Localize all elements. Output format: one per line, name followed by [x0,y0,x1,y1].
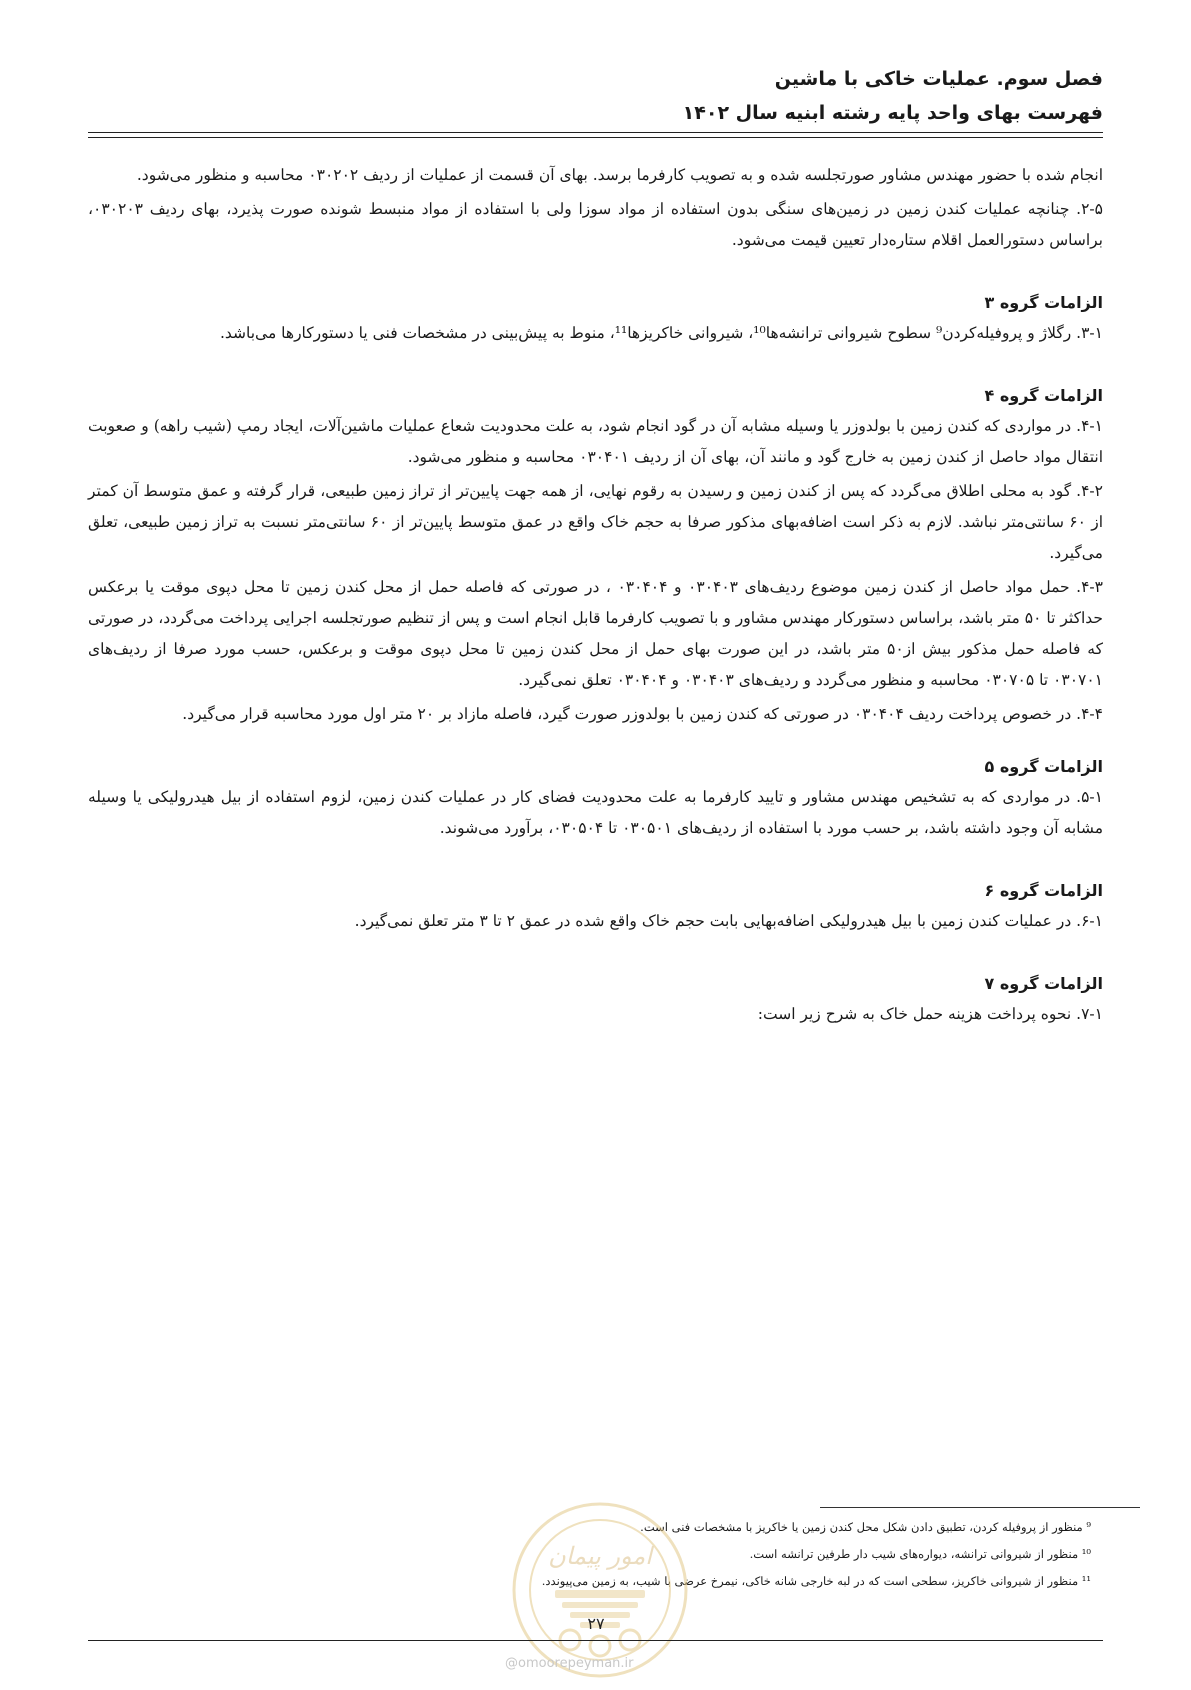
paragraph-6-1: ۶-۱. در عملیات کندن زمین با بیل هیدرولیکی اضافه‌بهایی بابت حجم خاک واقع شده در عمق ۲ تا ۳ متر تعلق نمی‌گیرد. [354,912,1103,930]
header-rule-thin [88,137,1103,138]
svg-text:امور پیمان: امور پیمان [548,1542,652,1570]
footnote-separator [820,1507,1140,1508]
document-title: فهرست بهای واحد پایه رشته ابنیه سال ۱۴۰۲ [682,102,1103,124]
paragraph-4-2: ۴-۲. گود به محلی اطلاق می‌گردد که پس از کندن زمین و رسیدن به رقوم نهایی، از همه جهت پایین‌تر از تراز زمین طبیعی، قرار گرفته و عمق متوسط آن کمتر از ۶۰ سانتی‌متر نباشد. لازم به ذکر است اضافه‌بهای مذکور صرفا به حجم خاک واقع در عمق متوسط پایین‌تر از ۶۰ سانتی‌متر نسبت به تراز زمین طبیعی، تعلق می‌گیرد. [88,482,1104,562]
paragraph-5-1: ۵-۱. در مواردی که به تشخیص مهندس مشاور و تایید کارفرما به علت محدودیت فضای کار در عملیات کندن زمین، لزوم استفاده از بیل هیدرولیکی یا وسیله مشابه آن وجود داشته باشد، بر حسب مورد با استفاده از ردیف‌های ۰۳۰۵۰۱ تا ۰۳۰۵۰۴، برآورد می‌شوند. [88,788,1103,837]
footnote-9: ⁹ منظور از پروفیله کردن، تطبیق دادن شکل محل کندن زمین یا خاکریز با مشخصات فنی است. [640,1520,1091,1534]
group-5-heading: الزامات گروه ۵ [984,757,1103,776]
paragraph-4-3: ۴-۳. حمل مواد حاصل از کندن زمین موضوع ردیف‌های ۰۳۰۴۰۳ و ۰۳۰۴۰۴ ، در صورتی که فاصله حمل از محل کندن زمین تا محل دپوی موقت یا برعکس حداکثر تا ۵۰ متر باشد، براساس دستورکار مهندس مشاور و با تصویب کارفرما قابل انجام است و پس از تنظیم صورتجلسه اجرایی پرداخت می‌گردد، در صورتی که فاصله حمل مذکور بیش از۵۰ متر باشد، در این صورت بهای حمل از محل کندن زمین تا محل دپوی موقت و برعکس، حسب مورد صرفا از ردیف‌های ۰۳۰۷۰۱ تا ۰۳۰۷۰۵ محاسبه و منظور می‌گردد و ردیف‌های ۰۳۰۴۰۳ و ۰۳۰۴۰۴ تعلق نمی‌گیرد. [88,578,1104,689]
paragraph-intro-1: انجام شده با حضور مهندس مشاور صورتجلسه شده و به تصویب کارفرما برسد. بهای آن قسمت از عملیات از ردیف ۰۳۰۲۰۲ محاسبه و منظور می‌شود. [136,166,1103,184]
header-rule-thick [88,132,1103,133]
chapter-title: فصل سوم. عملیات خاکی با ماشین [774,68,1103,90]
group-7-heading: الزامات گروه ۷ [984,974,1103,993]
page-header [683,62,1103,130]
footer-rule [88,1640,1103,1641]
group-6-heading: الزامات گروه ۶ [984,881,1103,900]
footnote-11: ¹¹ منظور از شیروانی خاکریز، سطحی است که در لبه خارجی شانه خاکی، نیمرخ عرضی با شیب، به زمین می‌پیوندد. [541,1574,1091,1588]
page-body [88,160,1103,1033]
watermark-url: @omoorepeyman.ir [505,1656,634,1671]
paragraph-2-5: ۲-۵. چنانچه عملیات کندن زمین در زمین‌های سنگی بدون استفاده از مواد سوزا ولی با استفاده از مواد منبسط شونده صورت پذیرد، بهای ردیف ۰۳۰۲۰۳، براساس دستورالعمل اقلام ستاره‌دار تعیین قیمت می‌شود. [88,200,1103,249]
group-4-heading: الزامات گروه ۴ [984,386,1103,405]
group-3-heading: الزامات گروه ۳ [984,293,1103,312]
footnote-10: ¹⁰ منظور از شیروانی ترانشه، دیواره‌های شیب دار طرفین ترانشه است. [749,1547,1091,1561]
paragraph-4-1: ۴-۱. در مواردی که کندن زمین با بولدوزر یا وسیله مشابه آن در گود انجام شود، به علت محدودیت شعاع عملیات ماشین‌آلات، ایجاد رمپ (شیب راهه) و صعوبت انتقال مواد حاصل از کندن زمین به خارج گود و مانند آن، بهای آن از ردیف ۰۳۰۴۰۱ محاسبه و منظور می‌شود. [88,417,1103,466]
paragraph-3-1: ۳-۱. رگلاژ و پروفیله‌کردن⁹ سطوح شیروانی ترانشه‌ها¹⁰، شیروانی خاکریزها¹¹، منوط به پیش‌بینی در مشخصات فنی یا دستورکارها می‌باشد. [219,324,1103,342]
paragraph-4-4: ۴-۴. در خصوص پرداخت ردیف ۰۳۰۴۰۴ در صورتی که کندن زمین با بولدوزر صورت گیرد، فاصله مازاد بر ۲۰ متر اول مورد محاسبه قرار می‌گیرد. [182,705,1103,723]
footnotes [320,1514,1091,1595]
paragraph-7-1: ۷-۱. نحوه پرداخت هزینه حمل خاک به شرح زیر است: [757,1005,1103,1023]
page-number: ۲۷ [587,1614,605,1633]
